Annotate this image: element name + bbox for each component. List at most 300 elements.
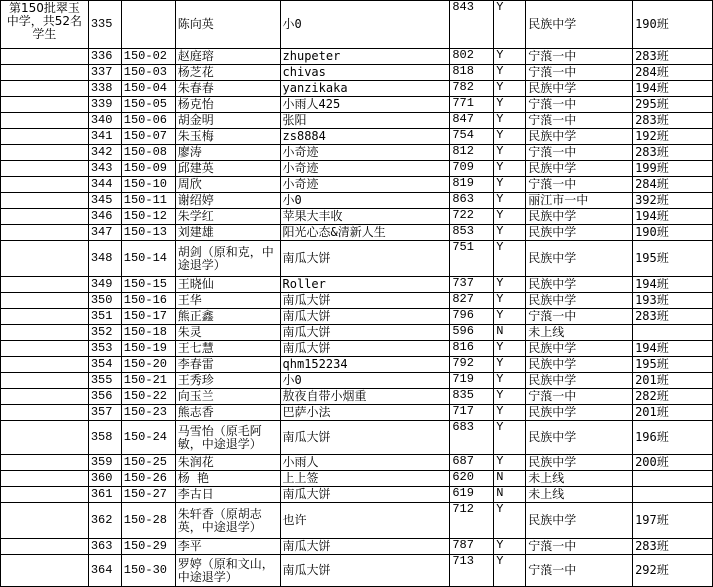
- cell-status[interactable]: Y: [494, 113, 526, 129]
- cell-class[interactable]: 201班: [633, 373, 713, 389]
- table-row: [1, 421, 713, 455]
- cell-score[interactable]: 835: [450, 389, 494, 405]
- empty-group-cell[interactable]: [1, 421, 89, 455]
- empty-group-cell[interactable]: [1, 309, 89, 325]
- table-row: [1, 341, 713, 357]
- cell-seq[interactable]: 356: [88, 389, 121, 405]
- table-row: [1, 555, 713, 587]
- cell-school[interactable]: 宁蒗一中: [526, 309, 633, 325]
- cell-name[interactable]: 朱玉梅: [175, 129, 280, 145]
- cell-school[interactable]: 民族中学: [526, 277, 633, 293]
- cell-school[interactable]: 宁蒗一中: [526, 49, 633, 65]
- cell-class[interactable]: 283班: [633, 539, 713, 555]
- table-row: [1, 145, 713, 161]
- cell-class[interactable]: 295班: [633, 97, 713, 113]
- cell-code[interactable]: 150-13: [121, 225, 175, 241]
- cell-name[interactable]: 杨芝花: [175, 65, 280, 81]
- cell-name[interactable]: 朱轩香（原胡志英，中途退学）: [175, 503, 280, 539]
- cell-school[interactable]: 民族中学: [526, 503, 633, 539]
- cell-nickname[interactable]: Roller: [280, 277, 450, 293]
- cell-score[interactable]: 782: [450, 81, 494, 97]
- cell-seq[interactable]: 357: [88, 405, 121, 421]
- cell-status[interactable]: Y: [494, 209, 526, 225]
- cell-name[interactable]: 胡金明: [175, 113, 280, 129]
- table-row: [1, 177, 713, 193]
- cell-status[interactable]: Y: [494, 405, 526, 421]
- cell-status[interactable]: N: [494, 487, 526, 503]
- empty-group-cell[interactable]: [1, 503, 89, 539]
- cell-school[interactable]: 民族中学: [526, 405, 633, 421]
- cell-code[interactable]: 150-21: [121, 373, 175, 389]
- cell-seq[interactable]: 360: [88, 471, 121, 487]
- cell-school[interactable]: 民族中学: [526, 225, 633, 241]
- cell-school[interactable]: 民族中学: [526, 341, 633, 357]
- cell-code[interactable]: 150-26: [121, 471, 175, 487]
- cell-nickname[interactable]: 南瓜大饼: [280, 309, 450, 325]
- cell-status[interactable]: Y: [494, 455, 526, 471]
- cell-seq[interactable]: 335: [88, 1, 121, 49]
- cell-status[interactable]: Y: [494, 49, 526, 65]
- cell-name[interactable]: 朱润花: [175, 455, 280, 471]
- cell-name[interactable]: 赵庭瑢: [175, 49, 280, 65]
- cell-school[interactable]: 宁蒗一中: [526, 389, 633, 405]
- cell-score[interactable]: 619: [450, 487, 494, 503]
- cell-school[interactable]: 民族中学: [526, 241, 633, 277]
- table-row: [1, 293, 713, 309]
- cell-status[interactable]: Y: [494, 293, 526, 309]
- empty-group-cell[interactable]: [1, 487, 89, 503]
- cell-school[interactable]: 民族中学: [526, 421, 633, 455]
- cell-nickname[interactable]: 南瓜大饼: [280, 293, 450, 309]
- table-row: [1, 277, 713, 293]
- table-row: [1, 161, 713, 177]
- cell-status[interactable]: Y: [494, 503, 526, 539]
- cell-school[interactable]: 宁蒗一中: [526, 539, 633, 555]
- cell-seq[interactable]: 358: [88, 421, 121, 455]
- cell-code[interactable]: 150-22: [121, 389, 175, 405]
- cell-nickname[interactable]: 也许: [280, 503, 450, 539]
- table-row: [1, 487, 713, 503]
- cell-class[interactable]: 195班: [633, 357, 713, 373]
- cell-class[interactable]: 283班: [633, 145, 713, 161]
- cell-status[interactable]: N: [494, 325, 526, 341]
- cell-name[interactable]: 谢绍婷: [175, 193, 280, 209]
- table-row: [1, 129, 713, 145]
- cell-score[interactable]: 818: [450, 65, 494, 81]
- table-row: [1, 405, 713, 421]
- cell-nickname[interactable]: 张阳: [280, 113, 450, 129]
- empty-group-cell[interactable]: [1, 293, 89, 309]
- cell-nickname[interactable]: 南瓜大饼: [280, 325, 450, 341]
- cell-seq[interactable]: 353: [88, 341, 121, 357]
- cell-seq[interactable]: 354: [88, 357, 121, 373]
- empty-group-cell[interactable]: [1, 455, 89, 471]
- cell-school[interactable]: 民族中学: [526, 373, 633, 389]
- cell-school[interactable]: 丽江市一中: [526, 193, 633, 209]
- table-row: [1, 309, 713, 325]
- cell-code[interactable]: 150-27: [121, 487, 175, 503]
- empty-group-cell[interactable]: [1, 539, 89, 555]
- cell-name[interactable]: 马雪怡（原毛阿敏，中途退学）: [175, 421, 280, 455]
- cell-status[interactable]: Y: [494, 341, 526, 357]
- cell-name[interactable]: 邱建英: [175, 161, 280, 177]
- cell-code[interactable]: 150-14: [121, 241, 175, 277]
- cell-nickname[interactable]: 小雨人425: [280, 97, 450, 113]
- cell-school[interactable]: 民族中学: [526, 1, 633, 49]
- table-row: [1, 373, 713, 389]
- cell-school[interactable]: 宁蒗一中: [526, 145, 633, 161]
- cell-class[interactable]: [633, 325, 713, 341]
- cell-status[interactable]: Y: [494, 97, 526, 113]
- cell-code[interactable]: 150-08: [121, 145, 175, 161]
- cell-name[interactable]: 王晓仙: [175, 277, 280, 293]
- cell-class[interactable]: 199班: [633, 161, 713, 177]
- cell-school[interactable]: 民族中学: [526, 455, 633, 471]
- cell-code[interactable]: 150-19: [121, 341, 175, 357]
- cell-score[interactable]: 717: [450, 405, 494, 421]
- empty-group-cell[interactable]: [1, 97, 89, 113]
- cell-seq[interactable]: 361: [88, 487, 121, 503]
- cell-score[interactable]: 792: [450, 357, 494, 373]
- cell-nickname[interactable]: 小奇迹: [280, 145, 450, 161]
- empty-group-cell[interactable]: [1, 341, 89, 357]
- cell-nickname[interactable]: 南瓜大饼: [280, 241, 450, 277]
- table-row: [1, 325, 713, 341]
- cell-class[interactable]: 195班: [633, 241, 713, 277]
- cell-score[interactable]: 771: [450, 97, 494, 113]
- empty-group-cell[interactable]: [1, 129, 89, 145]
- cell-nickname[interactable]: 小0: [280, 373, 450, 389]
- cell-status[interactable]: Y: [494, 129, 526, 145]
- cell-code[interactable]: 150-25: [121, 455, 175, 471]
- cell-seq[interactable]: 348: [88, 241, 121, 277]
- empty-group-cell[interactable]: [1, 209, 89, 225]
- table-row: [1, 241, 713, 277]
- cell-nickname[interactable]: 小奇迹: [280, 177, 450, 193]
- table-row: [1, 209, 713, 225]
- cell-class[interactable]: 194班: [633, 81, 713, 97]
- cell-score[interactable]: 737: [450, 277, 494, 293]
- cell-school[interactable]: 宁蒗一中: [526, 177, 633, 193]
- cell-status[interactable]: Y: [494, 421, 526, 455]
- cell-code[interactable]: 150-29: [121, 539, 175, 555]
- cell-seq[interactable]: 347: [88, 225, 121, 241]
- cell-seq[interactable]: 351: [88, 309, 121, 325]
- cell-status[interactable]: Y: [494, 539, 526, 555]
- table-row: [1, 49, 713, 65]
- cell-class[interactable]: 193班: [633, 293, 713, 309]
- cell-score[interactable]: 620: [450, 471, 494, 487]
- cell-class[interactable]: 392班: [633, 193, 713, 209]
- cell-nickname[interactable]: 小0: [280, 193, 450, 209]
- cell-nickname[interactable]: yanzikaka: [280, 81, 450, 97]
- cell-class[interactable]: 194班: [633, 209, 713, 225]
- cell-code[interactable]: 150-02: [121, 49, 175, 65]
- cell-score[interactable]: 827: [450, 293, 494, 309]
- cell-nickname[interactable]: qhm152234: [280, 357, 450, 373]
- cell-status[interactable]: Y: [494, 1, 526, 49]
- cell-seq[interactable]: 336: [88, 49, 121, 65]
- cell-school[interactable]: 民族中学: [526, 293, 633, 309]
- empty-group-cell[interactable]: [1, 225, 89, 241]
- cell-seq[interactable]: 359: [88, 455, 121, 471]
- cell-code[interactable]: 150-16: [121, 293, 175, 309]
- empty-group-cell[interactable]: [1, 471, 89, 487]
- cell-code[interactable]: 150-09: [121, 161, 175, 177]
- cell-score[interactable]: 722: [450, 209, 494, 225]
- cell-seq[interactable]: 342: [88, 145, 121, 161]
- cell-status[interactable]: Y: [494, 145, 526, 161]
- cell-code[interactable]: 150-11: [121, 193, 175, 209]
- cell-nickname[interactable]: 南瓜大饼: [280, 487, 450, 503]
- cell-nickname[interactable]: 苹果大丰收: [280, 209, 450, 225]
- cell-code[interactable]: 150-28: [121, 503, 175, 539]
- cell-seq[interactable]: 363: [88, 539, 121, 555]
- table-body: [1, 1, 713, 587]
- cell-status[interactable]: Y: [494, 277, 526, 293]
- cell-class[interactable]: 284班: [633, 65, 713, 81]
- cell-class[interactable]: 284班: [633, 177, 713, 193]
- cell-nickname[interactable]: 敖夜自带小烟重: [280, 389, 450, 405]
- cell-school[interactable]: 民族中学: [526, 129, 633, 145]
- cell-score[interactable]: 712: [450, 503, 494, 539]
- cell-nickname[interactable]: 上上签: [280, 471, 450, 487]
- table-row: [1, 97, 713, 113]
- cell-code[interactable]: 150-18: [121, 325, 175, 341]
- cell-seq[interactable]: 362: [88, 503, 121, 539]
- cell-nickname[interactable]: 小雨人: [280, 455, 450, 471]
- empty-group-cell[interactable]: [1, 241, 89, 277]
- cell-name[interactable]: 朱学红: [175, 209, 280, 225]
- cell-seq[interactable]: 349: [88, 277, 121, 293]
- empty-group-cell[interactable]: [1, 325, 89, 341]
- cell-code[interactable]: 150-30: [121, 555, 175, 587]
- cell-nickname[interactable]: zhupeter: [280, 49, 450, 65]
- cell-seq[interactable]: 337: [88, 65, 121, 81]
- cell-name[interactable]: 罗婷（原和文山，中途退学）: [175, 555, 280, 587]
- cell-nickname[interactable]: 小奇迹: [280, 161, 450, 177]
- cell-score[interactable]: 683: [450, 421, 494, 455]
- cell-name[interactable]: 廖涛: [175, 145, 280, 161]
- cell-score[interactable]: 847: [450, 113, 494, 129]
- cell-name[interactable]: 朱灵: [175, 325, 280, 341]
- cell-code[interactable]: 150-07: [121, 129, 175, 145]
- cell-name[interactable]: 王七慧: [175, 341, 280, 357]
- cell-score[interactable]: 853: [450, 225, 494, 241]
- cell-name[interactable]: 杨克怡: [175, 97, 280, 113]
- cell-score[interactable]: 802: [450, 49, 494, 65]
- cell-name[interactable]: 陈向英: [175, 1, 280, 49]
- cell-code[interactable]: 150-17: [121, 309, 175, 325]
- cell-status[interactable]: Y: [494, 193, 526, 209]
- empty-group-cell[interactable]: [1, 357, 89, 373]
- cell-class[interactable]: 201班: [633, 405, 713, 421]
- table-row: [1, 389, 713, 405]
- cell-status[interactable]: Y: [494, 241, 526, 277]
- cell-code[interactable]: 150-12: [121, 209, 175, 225]
- cell-class[interactable]: 194班: [633, 277, 713, 293]
- cell-score[interactable]: 796: [450, 309, 494, 325]
- cell-name[interactable]: 熊正鑫: [175, 309, 280, 325]
- empty-group-cell[interactable]: [1, 81, 89, 97]
- cell-class[interactable]: 283班: [633, 113, 713, 129]
- cell-seq[interactable]: 338: [88, 81, 121, 97]
- cell-seq[interactable]: 355: [88, 373, 121, 389]
- cell-score[interactable]: 751: [450, 241, 494, 277]
- cell-nickname[interactable]: 南瓜大饼: [280, 555, 450, 587]
- cell-code[interactable]: 150-23: [121, 405, 175, 421]
- empty-group-cell[interactable]: [1, 65, 89, 81]
- cell-name[interactable]: 刘建雄: [175, 225, 280, 241]
- table-row: [1, 455, 713, 471]
- cell-code[interactable]: 150-24: [121, 421, 175, 455]
- cell-status[interactable]: N: [494, 471, 526, 487]
- cell-code[interactable]: 150-20: [121, 357, 175, 373]
- cell-seq[interactable]: 352: [88, 325, 121, 341]
- cell-seq[interactable]: 345: [88, 193, 121, 209]
- cell-status[interactable]: Y: [494, 357, 526, 373]
- cell-class[interactable]: 190班: [633, 1, 713, 49]
- cell-seq[interactable]: 341: [88, 129, 121, 145]
- cell-class[interactable]: [633, 471, 713, 487]
- cell-name[interactable]: 熊志香: [175, 405, 280, 421]
- cell-status[interactable]: Y: [494, 161, 526, 177]
- cell-name[interactable]: 李春雷: [175, 357, 280, 373]
- cell-class[interactable]: 192班: [633, 129, 713, 145]
- empty-group-cell[interactable]: [1, 161, 89, 177]
- cell-status[interactable]: Y: [494, 373, 526, 389]
- cell-code[interactable]: 150-04: [121, 81, 175, 97]
- cell-code[interactable]: 150-03: [121, 65, 175, 81]
- cell-school[interactable]: 未上线: [526, 325, 633, 341]
- table-row: [1, 81, 713, 97]
- empty-group-cell[interactable]: [1, 373, 89, 389]
- cell-score[interactable]: 816: [450, 341, 494, 357]
- cell-class[interactable]: 282班: [633, 389, 713, 405]
- cell-code[interactable]: 150-10: [121, 177, 175, 193]
- cell-nickname[interactable]: zs8884: [280, 129, 450, 145]
- cell-class[interactable]: 283班: [633, 309, 713, 325]
- cell-score[interactable]: 812: [450, 145, 494, 161]
- cell-score[interactable]: 596: [450, 325, 494, 341]
- cell-class[interactable]: [633, 487, 713, 503]
- cell-class[interactable]: 200班: [633, 455, 713, 471]
- cell-nickname[interactable]: chivas: [280, 65, 450, 81]
- empty-group-cell[interactable]: [1, 49, 89, 65]
- cell-school[interactable]: 宁蒗一中: [526, 65, 633, 81]
- cell-name[interactable]: 胡剑（原和克，中途退学）: [175, 241, 280, 277]
- cell-name[interactable]: 向玉兰: [175, 389, 280, 405]
- cell-nickname[interactable]: 南瓜大饼: [280, 421, 450, 455]
- cell-seq[interactable]: 364: [88, 555, 121, 587]
- cell-status[interactable]: Y: [494, 81, 526, 97]
- cell-nickname[interactable]: 阳光心态&清新人生: [280, 225, 450, 241]
- cell-score[interactable]: 843: [450, 1, 494, 49]
- cell-name[interactable]: 周欣: [175, 177, 280, 193]
- empty-group-cell[interactable]: [1, 193, 89, 209]
- cell-school[interactable]: 宁蒗一中: [526, 113, 633, 129]
- cell-school[interactable]: 民族中学: [526, 161, 633, 177]
- empty-group-cell[interactable]: [1, 177, 89, 193]
- cell-seq[interactable]: 350: [88, 293, 121, 309]
- cell-nickname[interactable]: 小0: [280, 1, 450, 49]
- empty-group-cell[interactable]: [1, 145, 89, 161]
- cell-nickname[interactable]: 南瓜大饼: [280, 539, 450, 555]
- cell-name[interactable]: 朱春春: [175, 81, 280, 97]
- cell-school[interactable]: 未上线: [526, 471, 633, 487]
- table-row: [1, 471, 713, 487]
- cell-score[interactable]: 787: [450, 539, 494, 555]
- cell-status[interactable]: Y: [494, 309, 526, 325]
- table-row: [1, 357, 713, 373]
- cell-class[interactable]: 292班: [633, 555, 713, 587]
- cell-status[interactable]: Y: [494, 389, 526, 405]
- table-row: [1, 503, 713, 539]
- cell-status[interactable]: Y: [494, 555, 526, 587]
- cell-score[interactable]: 754: [450, 129, 494, 145]
- cell-status[interactable]: Y: [494, 225, 526, 241]
- cell-seq[interactable]: 344: [88, 177, 121, 193]
- cell-status[interactable]: Y: [494, 177, 526, 193]
- table-row: [1, 225, 713, 241]
- cell-class[interactable]: 194班: [633, 341, 713, 357]
- cell-school[interactable]: 未上线: [526, 487, 633, 503]
- cell-seq[interactable]: 339: [88, 97, 121, 113]
- cell-school[interactable]: 宁蒗一中: [526, 555, 633, 587]
- cell-code[interactable]: 150-05: [121, 97, 175, 113]
- cell-nickname[interactable]: 巴萨小法: [280, 405, 450, 421]
- cell-name[interactable]: 王华: [175, 293, 280, 309]
- cell-name[interactable]: 杨 艳: [175, 471, 280, 487]
- cell-class[interactable]: 283班: [633, 49, 713, 65]
- table-row: [1, 193, 713, 209]
- cell-school[interactable]: 宁蒗一中: [526, 97, 633, 113]
- table-row: [1, 539, 713, 555]
- cell-seq[interactable]: 343: [88, 161, 121, 177]
- table-row: [1, 65, 713, 81]
- cell-school[interactable]: 民族中学: [526, 357, 633, 373]
- cell-name[interactable]: 李平: [175, 539, 280, 555]
- cell-class[interactable]: 196班: [633, 421, 713, 455]
- empty-group-cell[interactable]: [1, 555, 89, 587]
- cell-score[interactable]: 863: [450, 193, 494, 209]
- cell-code[interactable]: 150-06: [121, 113, 175, 129]
- cell-school[interactable]: 民族中学: [526, 209, 633, 225]
- cell-score[interactable]: 709: [450, 161, 494, 177]
- cell-score[interactable]: 713: [450, 555, 494, 587]
- cell-status[interactable]: Y: [494, 65, 526, 81]
- cell-name[interactable]: 王秀珍: [175, 373, 280, 389]
- empty-group-cell[interactable]: [1, 389, 89, 405]
- cell-score[interactable]: 819: [450, 177, 494, 193]
- empty-group-cell[interactable]: [1, 405, 89, 421]
- cell-class[interactable]: 197班: [633, 503, 713, 539]
- cell-class[interactable]: 190班: [633, 225, 713, 241]
- group-label-cell[interactable]: 第150批翠玉中学，共52名学生: [1, 1, 89, 49]
- empty-group-cell[interactable]: [1, 277, 89, 293]
- cell-code[interactable]: 150-15: [121, 277, 175, 293]
- cell-seq[interactable]: 346: [88, 209, 121, 225]
- empty-group-cell[interactable]: [1, 113, 89, 129]
- cell-nickname[interactable]: 南瓜大饼: [280, 341, 450, 357]
- cell-score[interactable]: 719: [450, 373, 494, 389]
- table-row: [1, 1, 713, 49]
- cell-score[interactable]: 687: [450, 455, 494, 471]
- cell-code[interactable]: [121, 1, 175, 49]
- cell-name[interactable]: 李古日: [175, 487, 280, 503]
- cell-seq[interactable]: 340: [88, 113, 121, 129]
- cell-school[interactable]: 民族中学: [526, 81, 633, 97]
